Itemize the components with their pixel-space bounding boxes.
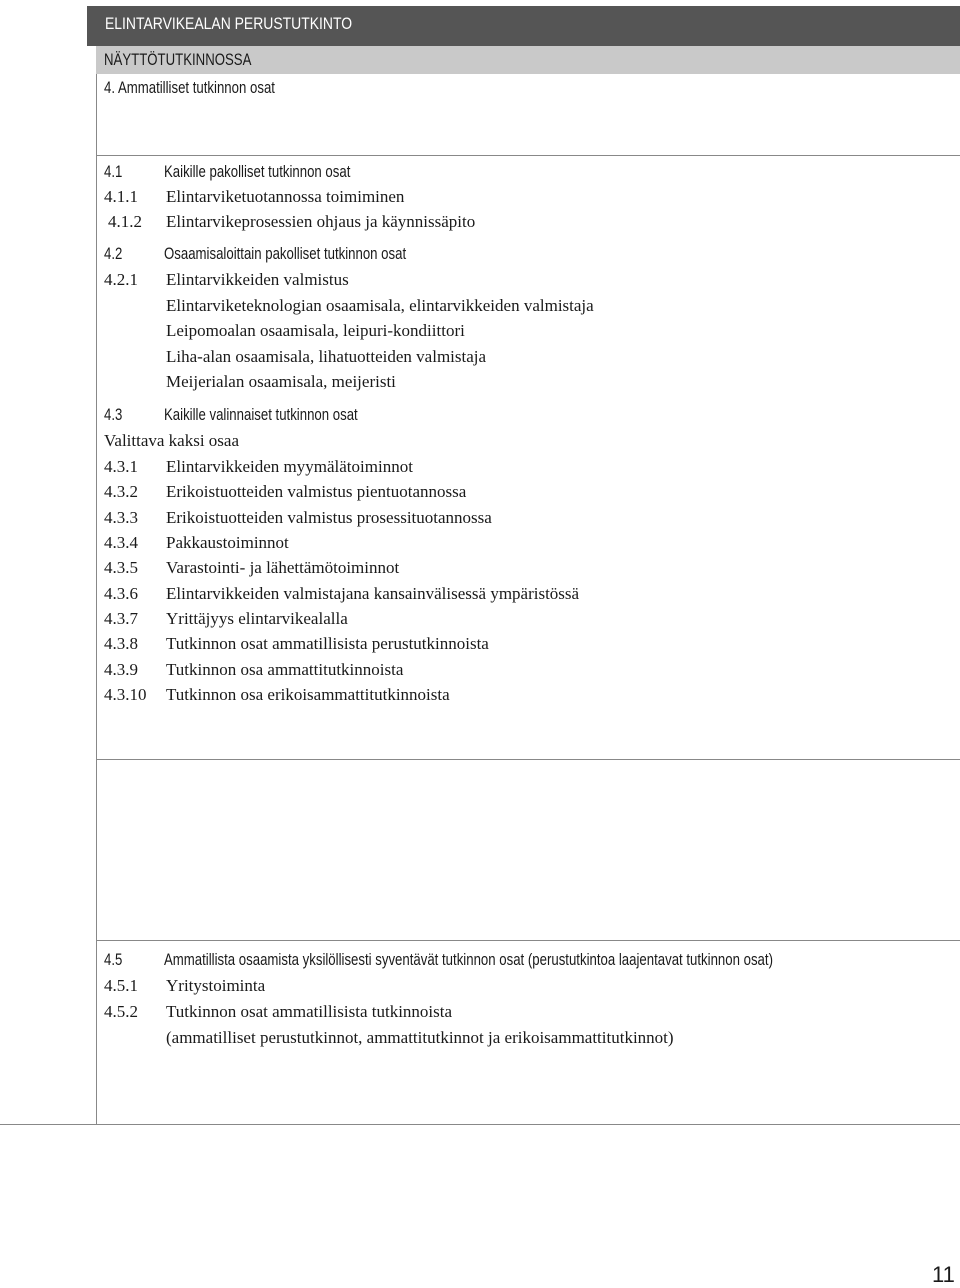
list-item: Pakkaustoiminnot [166, 533, 289, 552]
section-heading [104, 78, 318, 98]
document-subtitle [104, 50, 288, 70]
item-number: 4.1.1 [104, 187, 138, 206]
list-item: Erikoistuotteiden valmistus pientuotannossa [166, 482, 467, 501]
item-number: 4.2.1 [104, 270, 138, 289]
document-header [87, 6, 960, 46]
item-number: 4.3.8 [104, 634, 138, 653]
item-number: 4.5.2 [104, 1002, 138, 1021]
list-item: Elintarvikkeiden valmistus [166, 270, 349, 289]
divider [0, 1124, 960, 1125]
box-left-border [96, 760, 97, 1124]
list-item: Tutkinnon osa erikoisammattitutkinnoista [166, 685, 450, 704]
list-item: Tutkinnon osat ammatillisista tutkinnoista [166, 1002, 453, 1021]
list-item: Tutkinnon osa ammattitutkinnoista [166, 660, 404, 679]
section-4-3-title [164, 405, 406, 425]
section-4-3-heading [104, 405, 127, 425]
section-title-text: Kaikille valinnaiset tutkinnon osat [164, 406, 358, 424]
list-item: Varastointi- ja lähettämötoiminnot [166, 558, 400, 577]
section-title-text: Kaikille pakolliset tutkinnon osat [164, 163, 351, 181]
list-item: Elintarvikkeiden valmistajana kansainvälisessä ympäristössä [166, 584, 580, 603]
document-title: ELINTARVIKEALAN PERUSTUTKINTO [105, 14, 353, 33]
list-subline: Liha-alan osaamisala, lihatuotteiden valmistaja [166, 347, 487, 366]
page-number: 11 [932, 1262, 955, 1287]
list-item: Elintarvikeprosessien ohjaus ja käynnissäpito [166, 212, 476, 231]
section-heading-text: 4. Ammatilliset tutkinnon osat [104, 79, 275, 97]
box-left-border [96, 74, 97, 760]
item-number: 4.5.1 [104, 976, 138, 995]
item-number: 4.3.2 [104, 482, 138, 501]
list-item: Elintarvikkeiden myymälätoiminnot [166, 457, 413, 476]
document-subtitle-text: NÄYTTÖTUTKINNOSSA [104, 51, 252, 69]
section-4-2-title [164, 244, 467, 264]
section-note: (ammatilliset perustutkinnot, ammattitutkinnot ja erikoisammattitutkinnot) [166, 1028, 674, 1047]
section-note: Valittava kaksi osaa [104, 431, 240, 450]
item-number: 4.3.5 [104, 558, 138, 577]
list-item: Erikoistuotteiden valmistus prosessituotannossa [166, 508, 492, 527]
list-subline: Leipomoalan osaamisala, leipuri-kondiittori [166, 321, 465, 340]
section-number: 4.3 [104, 406, 123, 424]
section-4-2-heading [104, 244, 127, 264]
divider [96, 759, 960, 760]
divider [96, 155, 960, 156]
item-number: 4.3.1 [104, 457, 138, 476]
list-item: Yrittäjyys elintarvikealalla [166, 609, 348, 628]
item-number: 4.3.3 [104, 508, 138, 527]
section-title-text: Ammatillista osaamista yksilöllisesti syventävät tutkinnon osat (perustutkintoa laajentavat tutkinnon osat) [164, 951, 773, 969]
section-number: 4.1 [104, 163, 123, 181]
section-4-1-title [164, 162, 397, 182]
item-number: 4.3.10 [104, 685, 147, 704]
item-number: 4.3.7 [104, 609, 138, 628]
list-subline: Meijerialan osaamisala, meijeristi [166, 372, 396, 391]
item-number: 4.3.9 [104, 660, 138, 679]
list-item: Elintarviketuotannossa toimiminen [166, 187, 405, 206]
item-number: 4.1.2 [108, 212, 142, 231]
section-4-5-heading [104, 950, 127, 970]
section-number: 4.2 [104, 245, 123, 263]
list-item: Tutkinnon osat ammatillisista perustutkinnoista [166, 634, 489, 653]
list-item: Yritystoiminta [166, 976, 266, 995]
section-number: 4.5 [104, 951, 123, 969]
list-subline: Elintarviketeknologian osaamisala, elintarvikkeiden valmistaja [166, 296, 594, 315]
section-4-5-title [164, 950, 925, 970]
item-number: 4.3.6 [104, 584, 138, 603]
item-number: 4.3.4 [104, 533, 138, 552]
section-title-text: Osaamisaloittain pakolliset tutkinnon osat [164, 245, 407, 263]
section-4-1-heading [104, 162, 127, 182]
divider [96, 940, 960, 941]
